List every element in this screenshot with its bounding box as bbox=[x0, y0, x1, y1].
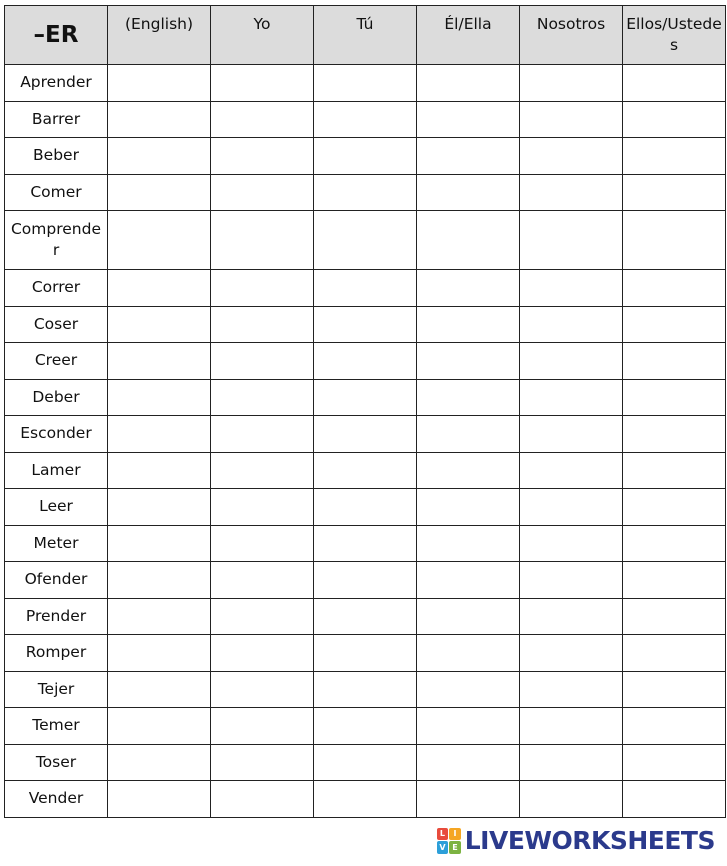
answer-cell[interactable] bbox=[314, 101, 417, 138]
header-nosotros: Nosotros bbox=[520, 6, 623, 65]
answer-cell[interactable] bbox=[108, 525, 211, 562]
answer-cell[interactable] bbox=[520, 635, 623, 672]
answer-cell[interactable] bbox=[417, 211, 520, 270]
answer-cell[interactable] bbox=[417, 708, 520, 745]
answer-cell[interactable] bbox=[417, 270, 520, 307]
answer-cell[interactable] bbox=[520, 744, 623, 781]
verb-cell: Leer bbox=[5, 489, 108, 526]
answer-cell[interactable] bbox=[108, 343, 211, 380]
header-er-stem: –ER bbox=[5, 6, 108, 65]
answer-cell[interactable] bbox=[623, 270, 726, 307]
verb-cell: Toser bbox=[5, 744, 108, 781]
answer-cell[interactable] bbox=[211, 671, 314, 708]
answer-cell[interactable] bbox=[520, 708, 623, 745]
answer-cell[interactable] bbox=[520, 379, 623, 416]
answer-cell[interactable] bbox=[108, 416, 211, 453]
table-row bbox=[5, 174, 726, 211]
table-row bbox=[5, 744, 726, 781]
logo-square: L bbox=[437, 828, 449, 841]
verb-cell: Beber bbox=[5, 138, 108, 175]
answer-cell[interactable] bbox=[211, 525, 314, 562]
verb-cell: Lamer bbox=[5, 452, 108, 489]
answer-cell[interactable] bbox=[417, 598, 520, 635]
answer-cell[interactable] bbox=[520, 598, 623, 635]
answer-cell[interactable] bbox=[623, 416, 726, 453]
answer-cell[interactable] bbox=[314, 211, 417, 270]
answer-cell[interactable] bbox=[314, 416, 417, 453]
answer-cell[interactable] bbox=[623, 452, 726, 489]
table-row bbox=[5, 101, 726, 138]
answer-cell[interactable] bbox=[108, 744, 211, 781]
answer-cell[interactable] bbox=[314, 270, 417, 307]
answer-cell[interactable] bbox=[211, 101, 314, 138]
answer-cell[interactable] bbox=[211, 489, 314, 526]
answer-cell[interactable] bbox=[108, 598, 211, 635]
answer-cell[interactable] bbox=[314, 452, 417, 489]
answer-cell[interactable] bbox=[623, 138, 726, 175]
verb-cell: Coser bbox=[5, 306, 108, 343]
verb-cell: Tejer bbox=[5, 671, 108, 708]
header-ellos-ustedes: Ellos/Ustedes bbox=[623, 6, 726, 65]
answer-cell[interactable] bbox=[520, 65, 623, 102]
answer-cell[interactable] bbox=[623, 744, 726, 781]
answer-cell[interactable] bbox=[623, 598, 726, 635]
verb-cell: Barrer bbox=[5, 101, 108, 138]
table-row bbox=[5, 598, 726, 635]
answer-cell[interactable] bbox=[211, 174, 314, 211]
table-row bbox=[5, 270, 726, 307]
answer-cell[interactable] bbox=[623, 101, 726, 138]
answer-cell[interactable] bbox=[211, 379, 314, 416]
answer-cell[interactable] bbox=[108, 708, 211, 745]
answer-cell[interactable] bbox=[520, 671, 623, 708]
header-tu: Tú bbox=[314, 6, 417, 65]
answer-cell[interactable] bbox=[108, 489, 211, 526]
answer-cell[interactable] bbox=[417, 416, 520, 453]
header-english: (English) bbox=[108, 6, 211, 65]
answer-cell[interactable] bbox=[623, 781, 726, 818]
answer-cell[interactable] bbox=[211, 744, 314, 781]
answer-cell[interactable] bbox=[520, 489, 623, 526]
answer-cell[interactable] bbox=[108, 174, 211, 211]
answer-cell[interactable] bbox=[417, 525, 520, 562]
answer-cell[interactable] bbox=[211, 781, 314, 818]
table-row bbox=[5, 138, 726, 175]
answer-cell[interactable] bbox=[108, 270, 211, 307]
table-row bbox=[5, 635, 726, 672]
answer-cell[interactable] bbox=[417, 379, 520, 416]
answer-cell[interactable] bbox=[211, 306, 314, 343]
answer-cell[interactable] bbox=[623, 708, 726, 745]
verb-cell: Comprender bbox=[5, 211, 108, 270]
answer-cell[interactable] bbox=[108, 635, 211, 672]
answer-cell[interactable] bbox=[314, 781, 417, 818]
table-row bbox=[5, 306, 726, 343]
answer-cell[interactable] bbox=[417, 101, 520, 138]
header-yo: Yo bbox=[211, 6, 314, 65]
answer-cell[interactable] bbox=[314, 65, 417, 102]
liveworksheets-logo bbox=[437, 826, 715, 855]
answer-cell[interactable] bbox=[211, 416, 314, 453]
answer-cell[interactable] bbox=[108, 562, 211, 599]
table-row bbox=[5, 708, 726, 745]
answer-cell[interactable] bbox=[108, 306, 211, 343]
table-row bbox=[5, 671, 726, 708]
answer-cell[interactable] bbox=[314, 598, 417, 635]
verb-cell: Meter bbox=[5, 525, 108, 562]
answer-cell[interactable] bbox=[520, 306, 623, 343]
answer-cell[interactable] bbox=[520, 781, 623, 818]
answer-cell[interactable] bbox=[417, 671, 520, 708]
answer-cell[interactable] bbox=[108, 211, 211, 270]
answer-cell[interactable] bbox=[417, 489, 520, 526]
answer-cell[interactable] bbox=[520, 452, 623, 489]
answer-cell[interactable] bbox=[314, 635, 417, 672]
verb-cell: Deber bbox=[5, 379, 108, 416]
answer-cell[interactable] bbox=[520, 270, 623, 307]
logo-square: V bbox=[437, 841, 449, 854]
logo-square: I bbox=[449, 828, 461, 841]
answer-cell[interactable] bbox=[314, 306, 417, 343]
answer-cell[interactable] bbox=[211, 562, 314, 599]
verb-cell: Ofender bbox=[5, 562, 108, 599]
liveworksheets-brand-text: LIVEWORKSHEETS bbox=[464, 826, 715, 855]
table-row bbox=[5, 211, 726, 270]
answer-cell[interactable] bbox=[211, 65, 314, 102]
answer-cell[interactable] bbox=[417, 781, 520, 818]
answer-cell[interactable] bbox=[211, 598, 314, 635]
answer-cell[interactable] bbox=[314, 174, 417, 211]
answer-cell[interactable] bbox=[623, 489, 726, 526]
answer-cell[interactable] bbox=[314, 708, 417, 745]
table-row bbox=[5, 416, 726, 453]
verb-cell: Temer bbox=[5, 708, 108, 745]
answer-cell[interactable] bbox=[211, 343, 314, 380]
verb-cell: Prender bbox=[5, 598, 108, 635]
answer-cell[interactable] bbox=[417, 138, 520, 175]
verb-cell: Aprender bbox=[5, 65, 108, 102]
answer-cell[interactable] bbox=[520, 343, 623, 380]
header-row bbox=[5, 6, 726, 65]
table-row bbox=[5, 452, 726, 489]
logo-square: E bbox=[449, 841, 461, 854]
table-row bbox=[5, 65, 726, 102]
answer-cell[interactable] bbox=[314, 671, 417, 708]
answer-cell[interactable] bbox=[314, 489, 417, 526]
verb-cell: Creer bbox=[5, 343, 108, 380]
answer-cell[interactable] bbox=[417, 744, 520, 781]
answer-cell[interactable] bbox=[623, 379, 726, 416]
answer-cell[interactable] bbox=[314, 562, 417, 599]
answer-cell[interactable] bbox=[211, 708, 314, 745]
answer-cell[interactable] bbox=[108, 379, 211, 416]
answer-cell[interactable] bbox=[623, 211, 726, 270]
answer-cell[interactable] bbox=[211, 635, 314, 672]
answer-cell[interactable] bbox=[108, 101, 211, 138]
table-row bbox=[5, 489, 726, 526]
answer-cell[interactable] bbox=[520, 174, 623, 211]
answer-cell[interactable] bbox=[108, 138, 211, 175]
answer-cell[interactable] bbox=[417, 174, 520, 211]
answer-cell[interactable] bbox=[520, 562, 623, 599]
answer-cell[interactable] bbox=[520, 211, 623, 270]
answer-cell[interactable] bbox=[417, 65, 520, 102]
verb-cell: Comer bbox=[5, 174, 108, 211]
answer-cell[interactable] bbox=[417, 343, 520, 380]
answer-cell[interactable] bbox=[211, 452, 314, 489]
answer-cell[interactable] bbox=[520, 416, 623, 453]
answer-cell[interactable] bbox=[623, 562, 726, 599]
verb-cell: Romper bbox=[5, 635, 108, 672]
answer-cell[interactable] bbox=[314, 744, 417, 781]
table-row bbox=[5, 562, 726, 599]
answer-cell[interactable] bbox=[314, 379, 417, 416]
answer-cell[interactable] bbox=[623, 525, 726, 562]
verb-cell: Correr bbox=[5, 270, 108, 307]
answer-cell[interactable] bbox=[211, 138, 314, 175]
answer-cell[interactable] bbox=[417, 306, 520, 343]
table-row bbox=[5, 379, 726, 416]
liveworksheets-logo-icon bbox=[437, 828, 461, 854]
answer-cell[interactable] bbox=[314, 343, 417, 380]
answer-cell[interactable] bbox=[520, 138, 623, 175]
answer-cell[interactable] bbox=[623, 174, 726, 211]
verb-cell: Esconder bbox=[5, 416, 108, 453]
table-row bbox=[5, 525, 726, 562]
answer-cell[interactable] bbox=[108, 671, 211, 708]
answer-cell[interactable] bbox=[108, 452, 211, 489]
answer-cell[interactable] bbox=[520, 101, 623, 138]
table-row bbox=[5, 781, 726, 818]
answer-cell[interactable] bbox=[623, 65, 726, 102]
answer-cell[interactable] bbox=[623, 343, 726, 380]
answer-cell[interactable] bbox=[314, 138, 417, 175]
answer-cell[interactable] bbox=[623, 671, 726, 708]
answer-cell[interactable] bbox=[211, 211, 314, 270]
verb-conjugation-table bbox=[4, 5, 726, 818]
answer-cell[interactable] bbox=[108, 781, 211, 818]
table-row bbox=[5, 343, 726, 380]
answer-cell[interactable] bbox=[417, 635, 520, 672]
answer-cell[interactable] bbox=[211, 270, 314, 307]
answer-cell[interactable] bbox=[417, 562, 520, 599]
answer-cell[interactable] bbox=[417, 452, 520, 489]
answer-cell[interactable] bbox=[108, 65, 211, 102]
answer-cell[interactable] bbox=[623, 306, 726, 343]
verb-cell: Vender bbox=[5, 781, 108, 818]
answer-cell[interactable] bbox=[623, 635, 726, 672]
answer-cell[interactable] bbox=[314, 525, 417, 562]
answer-cell[interactable] bbox=[520, 525, 623, 562]
header-el-ella: Él/Ella bbox=[417, 6, 520, 65]
